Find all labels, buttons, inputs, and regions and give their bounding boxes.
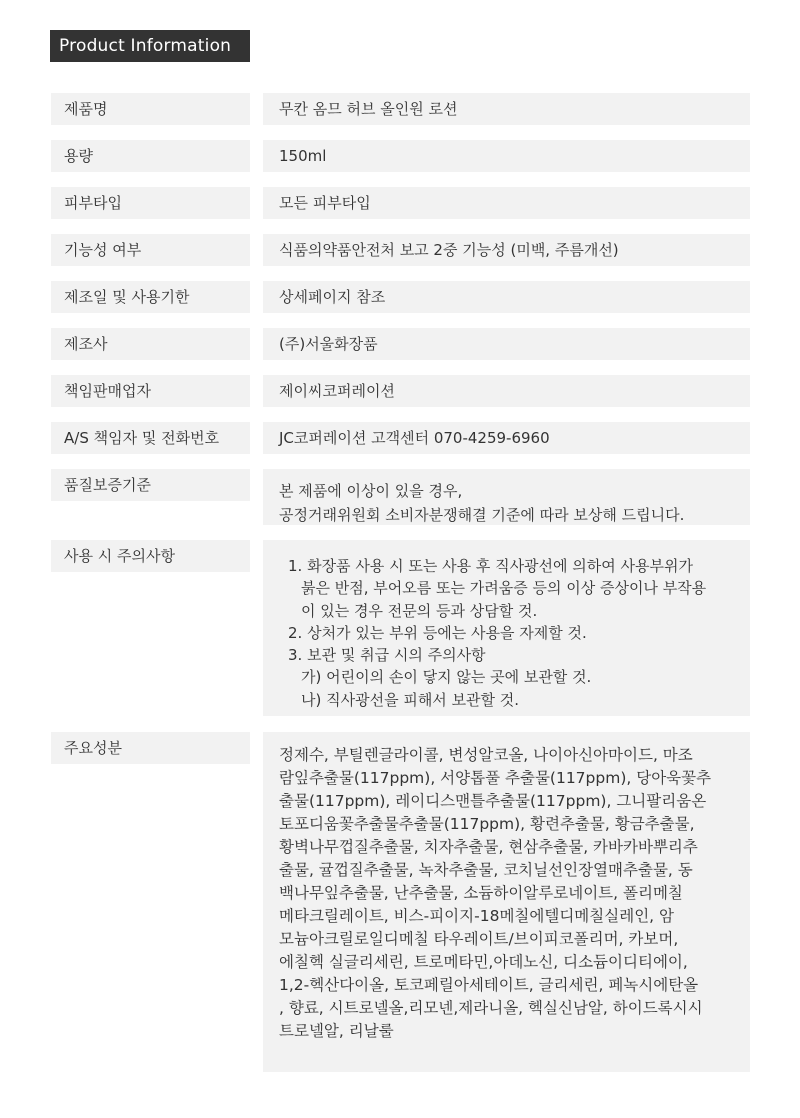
value-expiry: 상세페이지 참조 [263, 281, 750, 313]
ingredient-line: 트로넬알, 리날룰 [279, 1022, 394, 1040]
label-ingredients: 주요성분 [51, 732, 250, 764]
value-product-name: 무칸 옴므 허브 올인원 로션 [263, 93, 750, 125]
label-quality: 품질보증기준 [51, 469, 250, 501]
caution-line: 이 있는 경우 전문의 등과 상담할 것. [301, 601, 538, 620]
ingredient-line: 에칠헥 실글리세린, 트로메타민,아데노신, 디소듐이디티에이, [279, 953, 688, 971]
label-caution: 사용 시 주의사항 [51, 540, 250, 572]
label-functionality: 기능성 여부 [51, 234, 250, 266]
caution-line: 붉은 반점, 부어오름 또는 가려움증 등의 이상 증상이나 부작용 [301, 579, 707, 598]
caution-line: 2. 상처가 있는 부위 등에는 사용을 자제할 것. [288, 623, 587, 642]
caution-line: 나) 직사광선을 피해서 보관할 것. [301, 690, 520, 709]
label-product-name: 제품명 [51, 93, 250, 125]
label-manufacturer: 제조사 [51, 328, 250, 360]
value-functionality: 식품의약품안전처 보고 2중 기능성 (미백, 주름개선) [263, 234, 750, 266]
label-volume: 용량 [51, 140, 250, 172]
label-as-contact: A/S 책임자 및 전화번호 [51, 422, 250, 454]
value-quality [263, 469, 750, 525]
value-manufacturer: (주)서울화장품 [263, 328, 750, 360]
value-skin-type: 모든 피부타입 [263, 187, 750, 219]
label-skin-type: 피부타입 [51, 187, 250, 219]
caution-line: 가) 어린이의 손이 닿지 않는 곳에 보관할 것. [301, 668, 592, 687]
ingredient-line: 황벽나무껍질추출물, 치자추출물, 현삼추출물, 카바카바뿌리추 [279, 838, 698, 856]
quality-line: 본 제품에 이상이 있을 경우, [279, 482, 463, 500]
ingredient-line: 토포디움꽃추출물추출물(117ppm), 황련추출물, 황금추출물, [279, 815, 695, 833]
section-title: Product Information [50, 30, 250, 62]
ingredient-line: 메타크릴레이트, 비스-피이지-18메칠에텔디메칠실레인, 암 [279, 907, 674, 925]
caution-line: 3. 보관 및 취급 시의 주의사항 [288, 646, 486, 665]
caution-line: 1. 화장품 사용 시 또는 사용 후 직사광선에 의하여 사용부위가 [288, 557, 693, 575]
value-volume: 150ml [263, 140, 750, 172]
value-as-contact: JC코퍼레이션 고객센터 070-4259-6960 [263, 422, 750, 454]
ingredient-line: 모늄아크릴로일디메칠 타우레이트/브이피코폴리머, 카보머, [279, 930, 679, 948]
value-caution [263, 540, 750, 716]
ingredient-line: 정제수, 부틸렌글라이콜, 변성알코올, 나이아신아마이드, 마조 [279, 746, 693, 764]
value-ingredients [263, 732, 750, 1072]
ingredient-line: 출물, 귤껍질추출물, 녹차추출물, 코치닐선인장열매추출물, 동 [279, 861, 693, 879]
value-seller: 제이씨코퍼레이션 [263, 375, 750, 407]
ingredient-line: 출물(117ppm), 레이디스맨틀추출물(117ppm), 그니팔리움온 [279, 792, 707, 810]
label-seller: 책임판매업자 [51, 375, 250, 407]
label-expiry: 제조일 및 사용기한 [51, 281, 250, 313]
ingredient-line: , 향료, 시트로넬올,리모넨,제라니올, 헥실신남알, 하이드록시시 [279, 999, 703, 1017]
ingredient-line: 1,2-헥산다이올, 토코페릴아세테이트, 글리세린, 페녹시에탄올 [279, 976, 699, 994]
ingredient-line: 백나무잎추출물, 난추출물, 소듐하이알루로네이트, 폴리메칠 [279, 884, 683, 902]
quality-line: 공정거래위원회 소비자분쟁해결 기준에 따라 보상해 드립니다. [279, 506, 685, 524]
ingredient-line: 람잎추출물(117ppm), 서양톱풀 추출물(117ppm), 당아욱꽃추 [279, 769, 712, 787]
